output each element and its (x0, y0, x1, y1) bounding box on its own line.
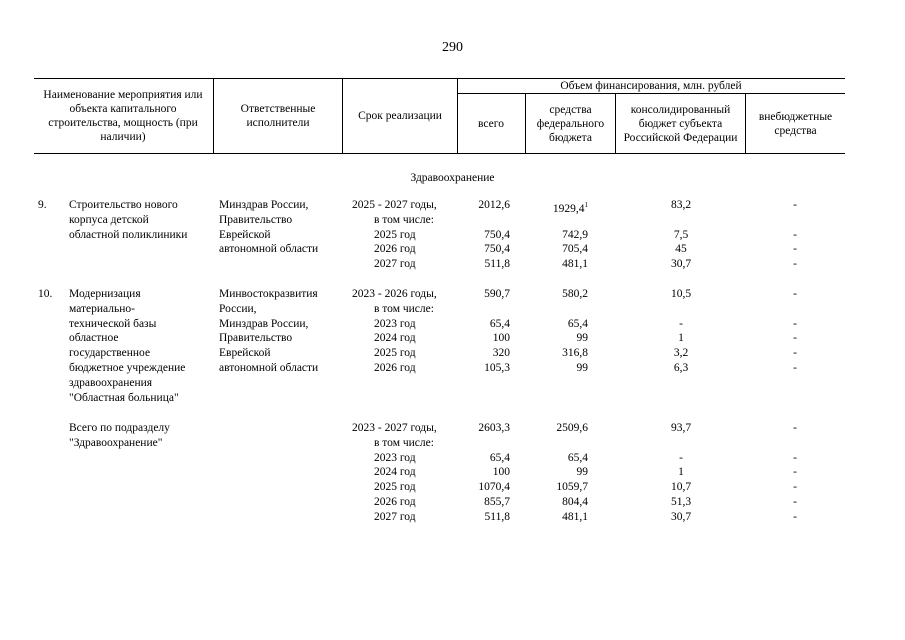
period-cell: 2023 - 2027 годы, (352, 422, 437, 434)
page-number: 290 (442, 40, 463, 55)
item-name-line: Всего по подразделу (69, 422, 170, 434)
header-regional: консолидированный бюджет субъекта Российской Федерации (623, 103, 738, 144)
period-cell: 2026 год (374, 496, 416, 508)
total-cell: 750,4 (484, 228, 510, 241)
item-name-line: бюджетное учреждение (69, 362, 186, 374)
period-cell: 2023 год (374, 451, 416, 464)
extra-cell: - (793, 362, 797, 374)
extra-cell: - (793, 451, 797, 464)
period-cell: 2027 год (374, 258, 416, 271)
item-name-line: Модернизация (69, 288, 141, 300)
extra-cell: - (793, 243, 797, 256)
extra-cell: - (793, 199, 797, 211)
total-cell: 1070,4 (478, 481, 510, 494)
item-responsible-line: Еврейской (219, 347, 271, 360)
extra-cell: - (793, 347, 797, 360)
federal-cell: 65,4 (567, 317, 588, 330)
period-cell: 2025 год (374, 347, 416, 360)
funding-group-rule (457, 93, 845, 94)
regional-cell: 83,2 (670, 199, 692, 211)
item-number: 9. (38, 199, 47, 211)
header-funding-group: Объем финансирования, млн. рублей (560, 80, 742, 92)
header-bottom-rule (34, 153, 845, 154)
item-name-line: областной поликлиники (69, 228, 188, 241)
total-cell: 590,7 (484, 288, 510, 300)
regional-cell: - (679, 317, 683, 330)
federal-cell: 316,8 (562, 347, 588, 360)
period-cell: 2027 год (374, 510, 416, 523)
item-responsible-line: Минздрав России, (219, 199, 309, 211)
regional-cell: 93,7 (670, 422, 692, 434)
period-cell: 2023 год (374, 317, 416, 330)
regional-cell: 51,3 (670, 496, 692, 508)
period-cell: 2025 - 2027 годы, (352, 199, 437, 211)
federal-cell: 580,2 (562, 288, 588, 300)
item-name-line: корпуса детской (69, 213, 149, 226)
total-cell: 65,4 (489, 451, 510, 464)
total-cell: 511,8 (484, 510, 510, 523)
item-responsible-line: Правительство (219, 213, 293, 226)
header-extra: внебюджетные средства (758, 110, 833, 137)
total-cell: 2012,6 (478, 199, 510, 211)
federal-cell: 99 (576, 362, 588, 374)
regional-cell: 10,7 (670, 481, 692, 494)
extra-cell: - (793, 466, 797, 479)
total-cell: 320 (492, 347, 510, 360)
extra-cell: - (793, 288, 797, 300)
extra-cell: - (793, 510, 797, 523)
regional-cell: - (679, 451, 683, 464)
header-name: Наименование мероприятия или объекта капитального строительства, мощность (при наличии) (43, 89, 203, 143)
extra-cell: - (793, 496, 797, 508)
period-cell: 2026 год (374, 362, 416, 374)
federal-cell: 804,4 (562, 496, 588, 508)
section-title: Здравоохранение (410, 172, 495, 184)
regional-cell: 30,7 (670, 510, 692, 523)
item-name-line: технической базы (69, 317, 157, 330)
federal-cell: 65,4 (567, 451, 588, 464)
col-divider (213, 78, 214, 153)
period-cell: в том числе: (374, 213, 434, 226)
item-responsible-line: Минздрав России, (219, 317, 309, 330)
federal-cell: 99 (576, 332, 588, 345)
regional-cell: 1 (678, 332, 684, 345)
period-cell: 2025 год (374, 228, 416, 241)
total-cell: 511,8 (484, 258, 510, 271)
extra-cell: - (793, 481, 797, 494)
total-cell: 855,7 (484, 496, 510, 508)
item-number: 10. (38, 288, 53, 300)
regional-cell: 7,5 (673, 228, 689, 241)
item-name-line: материально- (69, 302, 135, 315)
period-cell: 2023 - 2026 годы, (352, 288, 437, 300)
col-divider (615, 93, 616, 153)
extra-cell: - (793, 332, 797, 345)
item-responsible-line: автономной области (219, 243, 319, 256)
extra-cell: - (793, 258, 797, 271)
regional-cell: 30,7 (670, 258, 692, 271)
item-name-line: государственное (69, 347, 151, 360)
header-responsible: Ответственные исполнители (240, 103, 316, 129)
col-divider (342, 78, 343, 153)
period-cell: 2025 год (374, 481, 416, 494)
federal-cell: 481,1 (562, 510, 588, 523)
item-name-line: "Областная больница" (69, 391, 179, 404)
regional-cell: 3,2 (673, 347, 689, 360)
total-cell: 2603,3 (478, 422, 510, 434)
item-name-line: здравоохранения (69, 376, 153, 389)
federal-cell: 481,1 (562, 258, 588, 271)
total-cell: 750,4 (484, 243, 510, 256)
federal-cell: 99 (576, 466, 588, 479)
item-responsible-line: Правительство (219, 332, 293, 345)
extra-cell: - (793, 228, 797, 241)
item-name-line: "Здравоохранение" (69, 436, 163, 449)
header-total: всего (478, 117, 504, 130)
extra-cell: - (793, 422, 797, 434)
col-divider (745, 93, 746, 153)
item-responsible-line: Еврейской (219, 228, 271, 241)
total-cell: 100 (492, 466, 510, 479)
federal-cell: 2509,6 (556, 422, 588, 434)
item-name-line: Строительство нового (69, 199, 178, 211)
period-cell: в том числе: (374, 302, 434, 315)
item-name-line: областное (69, 332, 119, 345)
footnote-mark: 1 (584, 201, 588, 209)
total-cell: 100 (492, 332, 510, 345)
period-cell: в том числе: (374, 436, 434, 449)
regional-cell: 45 (675, 243, 687, 256)
regional-cell: 10,5 (670, 288, 692, 300)
header-period: Срок реализации (358, 110, 442, 122)
regional-cell: 1 (678, 466, 684, 479)
header-federal: средства федерального бюджета (536, 103, 605, 144)
federal-cell: 705,4 (562, 243, 588, 256)
period-cell: 2026 год (374, 243, 416, 256)
federal-cell: 1059,7 (556, 481, 588, 494)
col-divider (525, 93, 526, 153)
regional-cell: 6,3 (673, 362, 689, 374)
federal-cell: 742,9 (562, 228, 588, 241)
item-responsible-line: автономной области (219, 362, 319, 374)
period-cell: 2024 год (374, 332, 416, 345)
period-cell: 2024 год (374, 466, 416, 479)
total-cell: 65,4 (489, 317, 510, 330)
item-responsible-line: Минвостокразвития (219, 288, 318, 300)
total-cell: 105,3 (484, 362, 510, 374)
extra-cell: - (793, 317, 797, 330)
federal-cell: 1929,4$^1$ (552, 201, 588, 215)
item-responsible-line: России, (219, 302, 257, 315)
